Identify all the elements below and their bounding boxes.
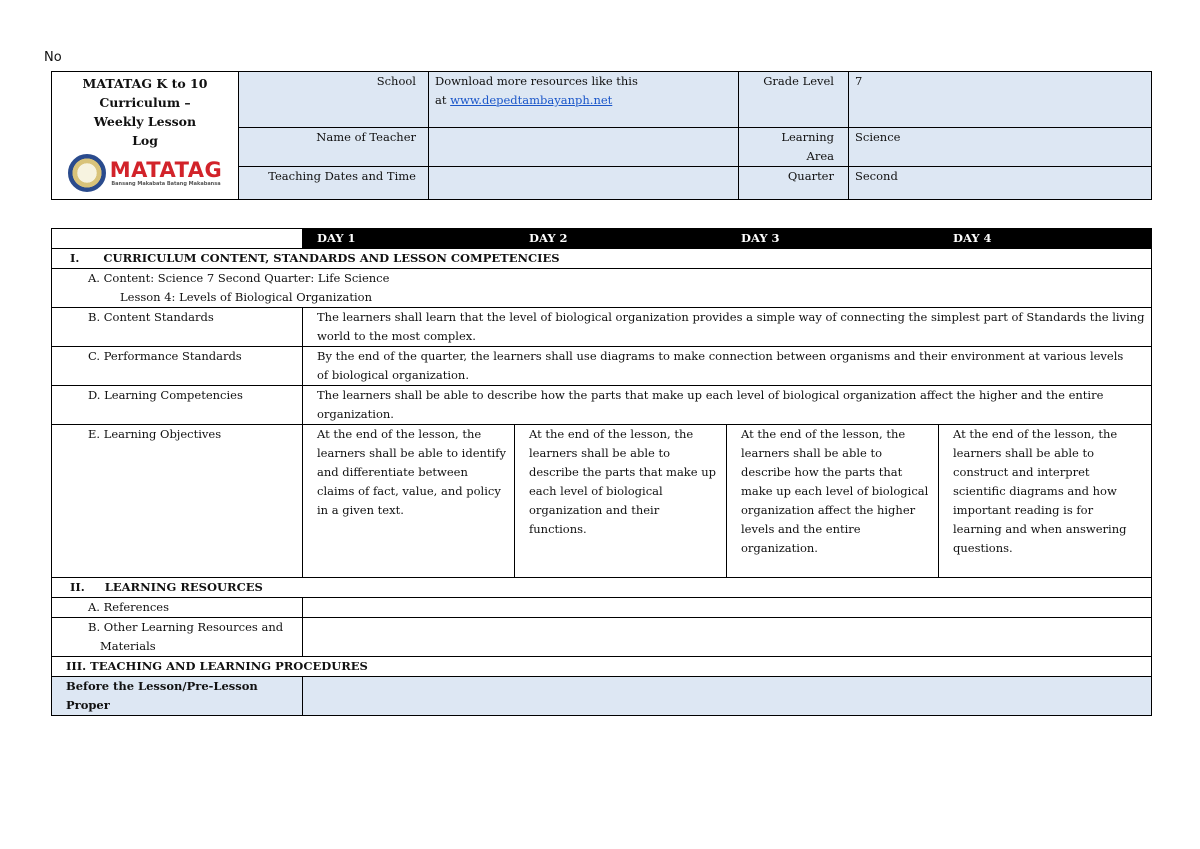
- page-label: No: [44, 50, 62, 65]
- resources-link[interactable]: www.depedtambayanph.net: [450, 93, 613, 107]
- dates-label: Teaching Dates and Time: [239, 167, 429, 200]
- day-4-header: DAY 4: [939, 229, 1152, 249]
- content-standards-label: B. Content Standards: [52, 308, 303, 347]
- content-row: [52, 269, 1152, 308]
- other-resources-text: Materials: [100, 639, 156, 653]
- performance-standards-label: C. Performance Standards: [52, 347, 303, 386]
- empty-corner-cell: [52, 229, 303, 249]
- prelesson-text: Before the Lesson/Pre-Lesson: [66, 679, 258, 693]
- brand-title-line: Curriculum –: [99, 95, 191, 110]
- content-standards-value: The learners shall learn that the level of biological organization provides a simple way of connecting the simplest part of Standards the living world to the most complex.: [303, 308, 1152, 347]
- performance-text: of biological organization.: [317, 368, 469, 382]
- matatag-logo: [58, 154, 232, 192]
- day-1-header: DAY 1: [303, 229, 515, 249]
- lesson-title: Lesson 4: Levels of Biological Organization: [120, 290, 372, 304]
- grade-value: 7: [849, 72, 1152, 128]
- objective-day-4: At the end of the lesson, the learners shall be able to construct and interpret scientific diagrams and how important reading is for learning and when answering questions.: [939, 425, 1152, 578]
- other-resources-text: B. Other Learning Resources and: [88, 620, 284, 634]
- quarter-label: Quarter: [739, 167, 849, 200]
- brand-title-line: Log: [132, 133, 158, 148]
- matatag-logo-tagline: Bansang Makabata Batang Makabansa: [111, 181, 221, 187]
- brand-cell: [52, 72, 239, 200]
- day-2-header: DAY 2: [515, 229, 727, 249]
- other-resources-label: [52, 618, 303, 657]
- performance-text: By the end of the quarter, the learners shall use diagrams to make connection between organisms and their environment at various levels: [317, 349, 1124, 363]
- references-label: A. References: [52, 598, 303, 618]
- prelesson-label: [52, 677, 303, 716]
- dates-value: [429, 167, 739, 200]
- day-3-header: DAY 3: [727, 229, 939, 249]
- objective-day-1: At the end of the lesson, the learners shall be able to identify and differentiate between claims of fact, value, and policy in a given text.: [303, 425, 515, 578]
- teacher-label: Name of Teacher: [239, 128, 429, 167]
- competencies-label: D. Learning Competencies: [52, 386, 303, 425]
- section-2-heading: II. LEARNING RESOURCES: [52, 578, 1152, 598]
- school-value: [429, 72, 739, 128]
- section-1-heading: I. CURRICULUM CONTENT, STANDARDS AND LESSON COMPETENCIES: [52, 249, 1152, 269]
- objectives-label: E. Learning Objectives: [52, 425, 303, 578]
- matatag-logo-word: MATATAG: [109, 158, 223, 182]
- area-label-line: Area: [806, 149, 834, 163]
- area-value: Science: [849, 128, 1152, 167]
- grade-label: Grade Level: [739, 72, 849, 128]
- deped-seal-icon: [68, 154, 106, 192]
- objective-day-2: At the end of the lesson, the learners shall be able to describe the parts that make up each level of biological organization and their functions.: [515, 425, 727, 578]
- competencies-value: The learners shall be able to describe how the parts that make up each level of biological organization affect the higher and the entire organization.: [303, 386, 1152, 425]
- objective-day-3: At the end of the lesson, the learners shall be able to describe how the parts that make up each level of biological organization affect the higher levels and the entire organization.: [727, 425, 939, 578]
- area-label: [739, 128, 849, 167]
- header-table: [51, 71, 1152, 200]
- day-header-row: [52, 229, 1152, 249]
- lesson-log-table: [51, 228, 1152, 716]
- teacher-value: [429, 128, 739, 167]
- area-label-line: Learning: [781, 130, 834, 144]
- brand-title-line: MATATAG K to 10: [82, 76, 208, 91]
- other-resources-value: [303, 618, 1152, 657]
- performance-standards-value: [303, 347, 1152, 386]
- school-label: School: [239, 72, 429, 128]
- references-value: [303, 598, 1152, 618]
- brand-title-line: Weekly Lesson: [93, 114, 197, 129]
- prelesson-text: Proper: [66, 698, 110, 712]
- section-3-heading: III. TEACHING AND LEARNING PROCEDURES: [52, 657, 1152, 677]
- content-a-text: A. Content: Science 7 Second Quarter: Life Science: [88, 271, 390, 285]
- school-value-at: at: [435, 93, 451, 107]
- quarter-value: Second: [849, 167, 1152, 200]
- school-value-text: Download more resources like this: [435, 74, 638, 88]
- prelesson-value: [303, 677, 1152, 716]
